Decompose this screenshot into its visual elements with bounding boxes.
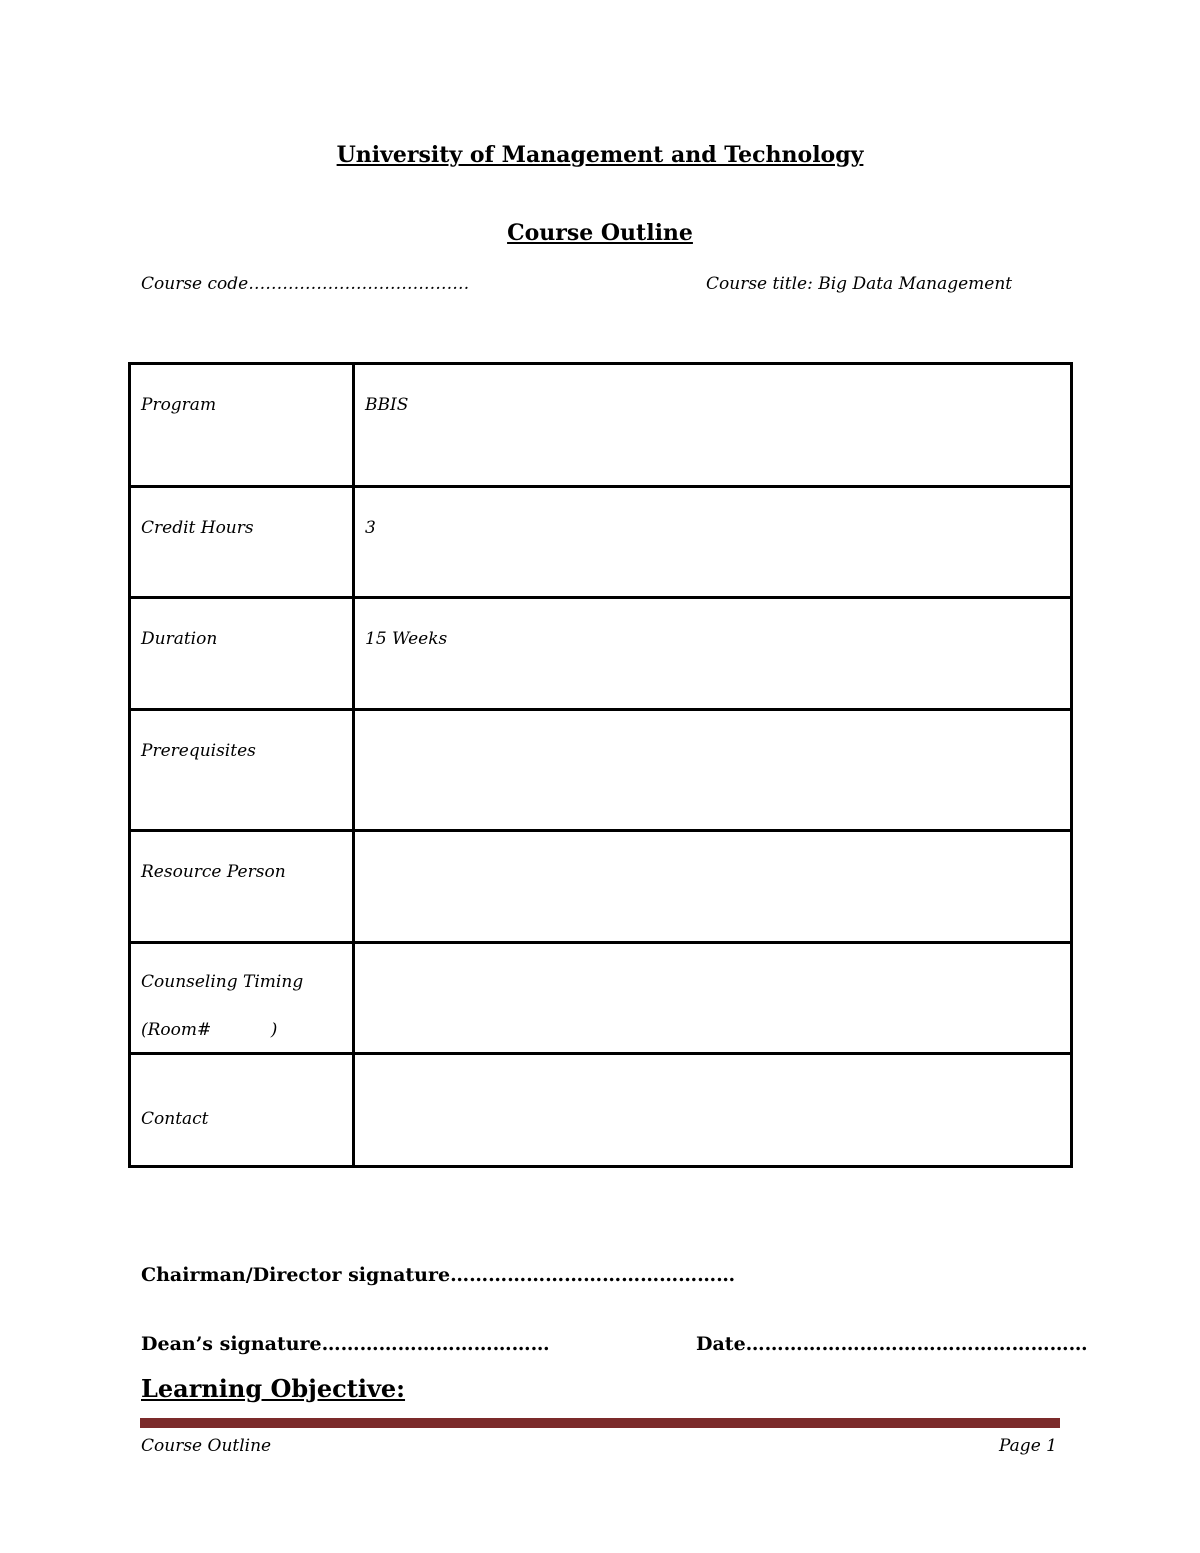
course-title: Course title: Big Data Management xyxy=(706,274,1013,294)
row-label-room: (Room# ) xyxy=(141,1020,278,1040)
row-label: Duration xyxy=(130,598,354,710)
table-row xyxy=(130,943,1072,1054)
document-title: Course Outline xyxy=(507,220,693,246)
table-row xyxy=(130,831,1072,943)
course-info-table xyxy=(128,362,1073,1168)
row-label: Resource Person xyxy=(130,831,354,943)
table-row xyxy=(130,598,1072,710)
table-row xyxy=(130,487,1072,598)
university-name: University of Management and Technology xyxy=(336,142,864,168)
table-row xyxy=(130,1054,1072,1167)
row-value: 3 xyxy=(354,487,1072,598)
row-label: Credit Hours xyxy=(130,487,354,598)
row-value xyxy=(354,1054,1072,1167)
footer-divider xyxy=(140,1418,1060,1428)
footer-left: Course Outline xyxy=(141,1436,272,1456)
row-value xyxy=(354,943,1072,1054)
row-value xyxy=(354,710,1072,831)
row-label: Program xyxy=(130,364,354,487)
row-value: 15 Weeks xyxy=(354,598,1072,710)
row-label: Prerequisites xyxy=(130,710,354,831)
row-value xyxy=(354,831,1072,943)
table-row xyxy=(130,364,1072,487)
chairman-signature-line: Chairman/Director signature……………………………………… xyxy=(141,1264,736,1286)
date-line: Date……………………………………………… xyxy=(696,1333,1088,1355)
table-row xyxy=(130,710,1072,831)
learning-objective-heading: Learning Objective: xyxy=(141,1374,406,1403)
row-label-group xyxy=(130,943,354,1054)
page-number: Page 1 xyxy=(999,1436,1057,1456)
dean-signature-line: Dean’s signature……………………………… xyxy=(141,1333,550,1355)
row-label: Counseling Timing xyxy=(141,972,304,992)
row-label: Contact xyxy=(130,1054,354,1167)
row-value: BBIS xyxy=(354,364,1072,487)
course-code: Course code………………………………… xyxy=(141,274,470,294)
